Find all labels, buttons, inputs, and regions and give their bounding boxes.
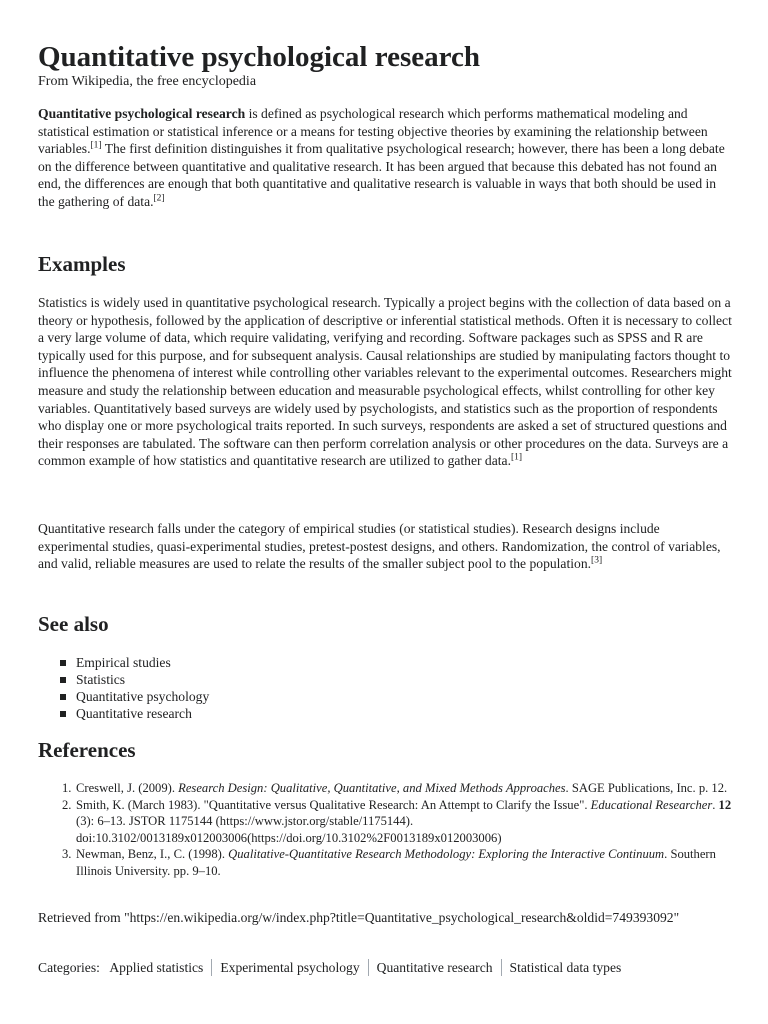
section-heading-see-also: See also [38,612,109,636]
retrieved-from[interactable]: Retrieved from "https://en.wikipedia.org/w/index.php?title=Quantitative_psychological_research&oldid=749393092" [38,910,680,925]
category-link[interactable]: Applied statistics [109,960,204,975]
reference-title: Educational Researcher [590,797,713,812]
see-also-item[interactable] [38,671,209,688]
intro-bold-term: Quantitative psychological research [38,106,246,121]
category-link[interactable]: Experimental psychology [211,959,367,976]
see-also-link[interactable]: Empirical studies [76,655,171,670]
reference-volume: 12 [718,797,732,812]
categories-label[interactable]: Categories: [38,960,100,975]
examples-text-1: Statistics is widely used in quantitative psychological research. Typically a project begins with the collection of data based on a theory or hypothesis, followed by the application of descriptive or inferential statistical methods. Often it is necessary to collect a very large volume of data, which require validating, verifying and recording. Software packages such as SPSS and R are typically used for this purpose, and for subsequent analysis. Causal relationships are studied by manipulating factors thought to influence the phenomena of interest while controlling other variables relevant to the experimental outcomes. Researchers might measure and study the relationship between education and measurable psychological effects, whilst controlling for other key variables. Quantitatively based surveys are widely used by psychologists, and statistics such as the proportion of respondents who display one or more psychological traits reported. In such surveys, respondents are asked a set of structured questions and their responses are tabulated. The software can then perform correlation analysis or other procedures on the data. Surveys are a common example of how statistics and quantitative research are utilized to gather data. [38,295,732,469]
bullet-icon [60,694,66,700]
reference-item [38,780,732,797]
examples-text-2: Quantitative research falls under the category of empirical studies (or statistical studies). Research designs include experimental studies, quasi-experimental studies, pretest-postest designs, and others. Randomization, the control of variables, and valid, reliable measures are used to relate the results of the smaller subject pool to the population. [38,521,721,572]
citation-link[interactable]: [2] [153,193,165,204]
reference-text: Smith, K. (March 1983). "Quantitative versus Qualitative Research: An Attempt to Clarify the Issue". [76,797,591,812]
reference-number: 1. [62,781,72,795]
reference-item [38,797,732,847]
see-also-list [38,654,209,722]
intro-paragraph [38,105,732,211]
intro-text-1: is defined as psychological research which performs mathematical modeling and statistical estimation or statistical inference or a means for testing objective theories by examining the relationship between variables. [38,106,708,157]
reference-title: Research Design: Qualitative, Quantitative, and Mixed Methods Approaches [178,781,566,795]
reference-text: Newman, Benz, I., C. (1998). [76,847,229,861]
citation-link[interactable]: [3] [591,555,603,566]
reference-text: . Southern Illinois University. pp. 9–10. [76,847,716,878]
reference-number: 2. [62,797,72,812]
see-also-link[interactable]: Statistics [76,672,126,687]
see-also-link[interactable]: Quantitative research [76,706,192,721]
see-also-link[interactable]: Quantitative psychology [76,689,210,704]
reference-number: 3. [62,847,72,861]
references-list [38,780,732,879]
bullet-icon [60,711,66,717]
categories-bar [38,959,629,976]
reference-text: Creswell, J. (2009). [76,781,179,795]
category-link[interactable]: Statistical data types [501,959,630,976]
category-link[interactable]: Quantitative research [368,959,501,976]
bullet-icon [60,660,66,666]
examples-paragraph-2 [38,520,732,573]
reference-title: Qualitative-Quantitative Research Methodology: Exploring the Interactive Continuum [228,847,665,861]
page-subtitle: From Wikipedia, the free encyclopedia [38,74,257,89]
section-heading-references: References [38,738,136,762]
reference-item [38,846,732,879]
see-also-item[interactable] [38,654,209,671]
reference-text: . SAGE Publications, Inc. p. 12. [565,781,728,795]
intro-text-2: The first definition distinguishes it from qualitative psychological research; however, there has been a long debate on the difference between quantitative and qualitative research. It has been argued that because this debated has not found an end, the differences are enough that both quantitative and qualitative research is valuable in ways that both should be used in the gathering of data. [38,141,725,209]
examples-paragraph-1 [38,294,732,470]
page-title: Quantitative psychological research [38,41,480,73]
see-also-item[interactable] [38,688,209,705]
citation-link[interactable]: [1] [90,140,102,151]
section-heading-examples: Examples [38,252,126,276]
citation-link[interactable]: [1] [510,452,523,463]
reference-separator: . [712,797,719,812]
bullet-icon [60,677,66,683]
see-also-item[interactable] [38,705,209,722]
reference-text[interactable]: (3): 6–13. JSTOR 1175144 (https://www.jstor.org/stable/1175144). doi:10.3102/0013189x012003006(https://doi.org/10.3102%2F0013189x012003006) [76,814,502,845]
